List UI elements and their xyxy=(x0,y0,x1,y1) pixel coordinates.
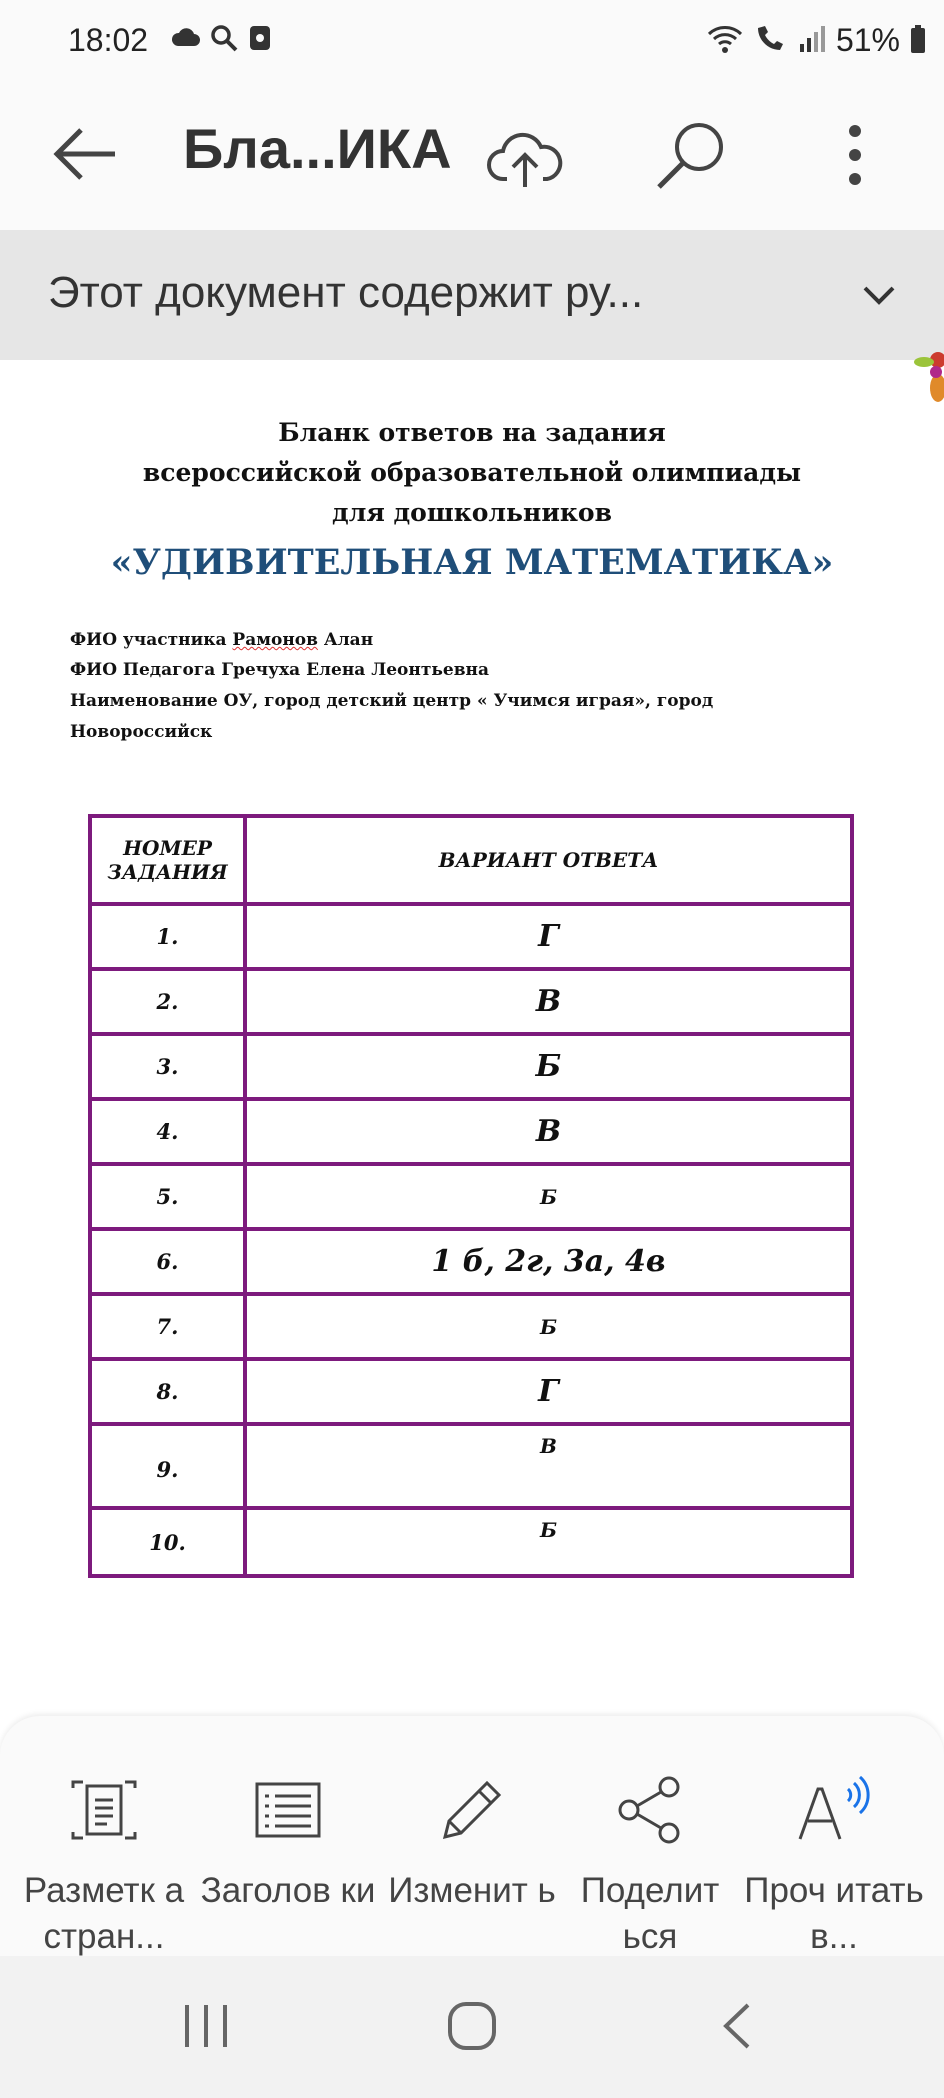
status-icons-right xyxy=(706,22,926,59)
heading-line-2: всероссийской образовательной олимпиады xyxy=(142,458,802,487)
headings-button[interactable] xyxy=(198,1770,378,1914)
search-button[interactable] xyxy=(646,110,736,200)
battery-percent: 51% xyxy=(835,22,900,58)
system-navigation-bar xyxy=(0,1956,944,2098)
recents-button[interactable] xyxy=(166,1996,246,2056)
header-task-number: НОМЕР ЗАДАНИЯ xyxy=(90,816,245,904)
participant-name: Алан xyxy=(323,630,374,650)
app-icon xyxy=(248,24,272,56)
back-button[interactable] xyxy=(44,114,124,194)
participant-label: ФИО участника xyxy=(70,630,227,650)
cloud-upload-icon xyxy=(485,127,565,191)
bottom-toolbar xyxy=(0,1716,944,1956)
table-row xyxy=(90,1359,852,1424)
task-number-cell: 5. xyxy=(90,1164,245,1229)
status-icons-left xyxy=(170,24,272,56)
share-button[interactable] xyxy=(560,1770,740,1960)
page-layout-button[interactable] xyxy=(14,1770,194,1960)
share-icon xyxy=(610,1770,690,1850)
answer-cell: Г xyxy=(245,904,852,969)
task-number-cell: 6. xyxy=(90,1229,245,1294)
tool-label: Проч итать в... xyxy=(744,1871,924,1956)
call-icon xyxy=(754,24,788,58)
table-row xyxy=(90,1424,852,1508)
table-row xyxy=(90,904,852,969)
status-time: 18:02 xyxy=(68,22,149,58)
back-icon xyxy=(720,2001,752,2051)
cloud-upload-button[interactable] xyxy=(480,114,570,204)
wifi-icon xyxy=(706,24,744,58)
participant-line xyxy=(70,630,373,650)
back-arrow-icon xyxy=(49,124,119,184)
task-number-cell: 2. xyxy=(90,969,245,1034)
answer-cell: В xyxy=(245,1424,852,1508)
header-answer-variant: ВАРИАНТ ОТВЕТА xyxy=(245,816,852,904)
read-aloud-icon xyxy=(794,1770,874,1850)
chevron-down-icon[interactable] xyxy=(854,270,904,320)
task-number-cell: 9. xyxy=(90,1424,245,1508)
recents-icon xyxy=(181,2003,231,2049)
table-row xyxy=(90,1508,852,1576)
table-row xyxy=(90,1099,852,1164)
page-layout-icon xyxy=(64,1770,144,1850)
task-number-cell: 10. xyxy=(90,1508,245,1576)
tool-label: Поделит ься xyxy=(580,1871,720,1956)
headings-list-icon xyxy=(248,1770,328,1850)
answer-cell: Б xyxy=(245,1508,852,1576)
tool-label: Изменит ь xyxy=(388,1871,556,1910)
search-icon xyxy=(210,24,238,56)
answer-table xyxy=(88,814,854,1578)
organization-line: Наименование ОУ, город детский центр « Учимся играя», город xyxy=(70,691,714,711)
answer-cell: Г xyxy=(245,1359,852,1424)
home-button[interactable] xyxy=(432,1996,512,2056)
heading-main-title: «УДИВИТЕЛЬНАЯ МАТЕМАТИКА» xyxy=(110,542,834,583)
document-info-banner[interactable] xyxy=(0,230,944,360)
signal-icon xyxy=(798,24,826,58)
table-row xyxy=(90,969,852,1034)
table-row xyxy=(90,1164,852,1229)
status-bar xyxy=(0,0,944,84)
cloud-icon xyxy=(170,26,200,54)
document-title: Бла...ИКА xyxy=(183,117,452,180)
answer-cell: Б xyxy=(245,1034,852,1099)
app-bar xyxy=(0,84,944,230)
heading-line-3: для дошкольников xyxy=(332,498,612,527)
participant-surname: Рамонов xyxy=(232,630,318,650)
task-number-cell: 3. xyxy=(90,1034,245,1099)
battery-icon xyxy=(910,24,926,58)
answer-cell: В xyxy=(245,1099,852,1164)
decor-fruit-icon xyxy=(884,354,944,414)
read-aloud-button[interactable] xyxy=(744,1770,924,1960)
table-header-row xyxy=(90,816,852,904)
edit-button[interactable] xyxy=(382,1770,562,1914)
table-row xyxy=(90,1229,852,1294)
answer-cell: В xyxy=(245,969,852,1034)
search-icon xyxy=(653,117,729,193)
tool-label: Разметк а стран... xyxy=(23,1871,185,1956)
heading-line-1: Бланк ответов на задания xyxy=(278,418,666,447)
nav-back-button[interactable] xyxy=(696,1996,776,2056)
table-row xyxy=(90,1034,852,1099)
home-icon xyxy=(446,2000,498,2052)
more-options-button[interactable] xyxy=(830,110,880,200)
more-vert-icon xyxy=(847,123,863,187)
task-number-cell: 4. xyxy=(90,1099,245,1164)
answer-cell: 1 б, 2г, 3а, 4в xyxy=(245,1229,852,1294)
answer-cell: Б xyxy=(245,1164,852,1229)
pencil-icon xyxy=(432,1770,512,1850)
task-number-cell: 1. xyxy=(90,904,245,969)
answer-cell: Б xyxy=(245,1294,852,1359)
task-number-cell: 7. xyxy=(90,1294,245,1359)
teacher-line: ФИО Педагога Гречуха Елена Леонтьевна xyxy=(70,660,489,680)
tool-label: Заголов ки xyxy=(200,1871,376,1910)
task-number-cell: 8. xyxy=(90,1359,245,1424)
table-row xyxy=(90,1294,852,1359)
city-line: Новороссийск xyxy=(70,722,213,742)
banner-text: Этот документ содержит ру... xyxy=(48,268,644,317)
